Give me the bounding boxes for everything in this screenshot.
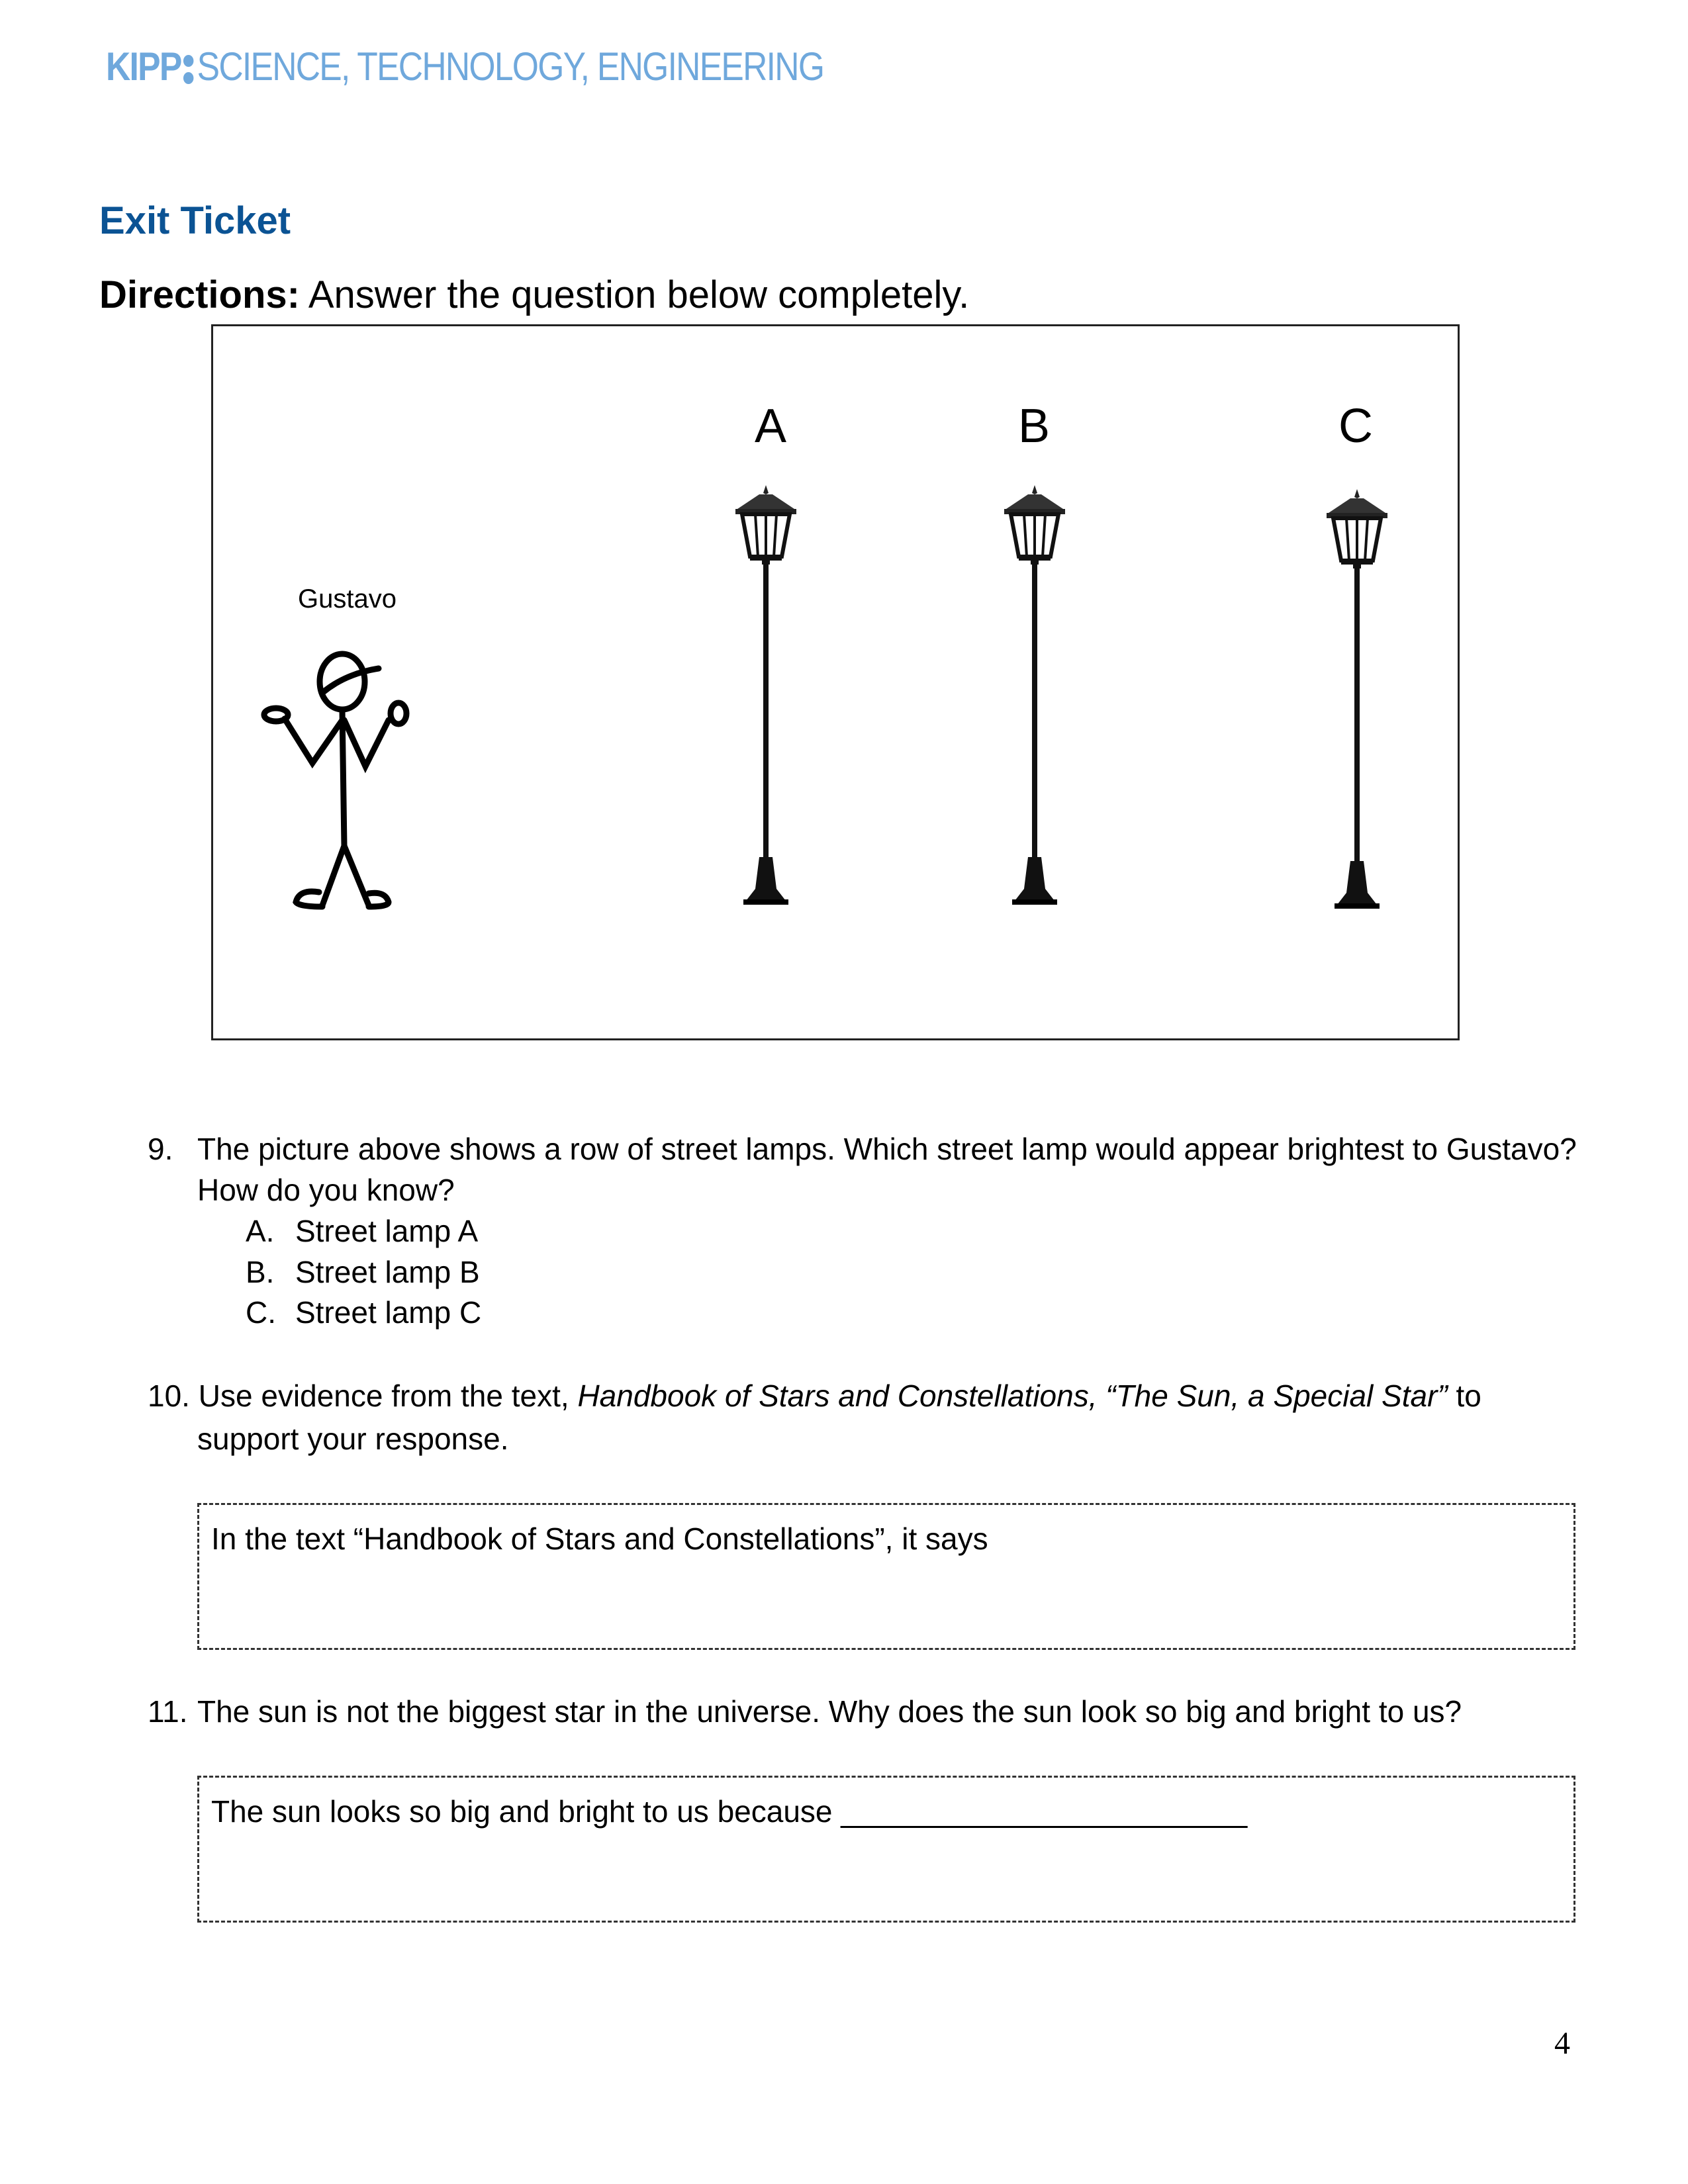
header-subtitle: SCIENCE, TECHNOLOGY, ENGINEERING — [197, 44, 824, 89]
option-b[interactable]: Street lamp B — [295, 1255, 480, 1289]
option-a[interactable]: Street lamp A — [295, 1214, 479, 1248]
stick-figure-icon — [259, 647, 425, 912]
question-10-number: 10. — [148, 1379, 190, 1413]
question-10-text — [148, 1375, 1481, 1416]
question-11-number: 11. — [148, 1694, 188, 1729]
page-number: 4 — [1554, 2026, 1570, 2061]
kipp-header-logo — [106, 44, 823, 89]
street-lamp-c-icon — [1324, 489, 1390, 913]
lamp-label-c: C — [1338, 400, 1373, 453]
question-10-pre: Use evidence from the text, — [189, 1379, 578, 1413]
option-c[interactable]: Street lamp C — [295, 1295, 482, 1330]
question-10-text-line2: support your response. — [197, 1422, 509, 1456]
lamp-label-a: A — [755, 400, 787, 453]
option-a-letter: A. — [246, 1214, 275, 1248]
street-lamp-b-icon — [1002, 485, 1068, 909]
logo-dots-icon — [182, 55, 195, 84]
directions-label: Directions: — [99, 273, 300, 316]
street-lamp-a-icon — [733, 485, 799, 909]
question-10-source-title: Handbook of Stars and Constellations, “The Sun, a Special Star” — [577, 1379, 1448, 1413]
street-lamp-figure — [211, 324, 1460, 1040]
question-11-answer-box[interactable] — [197, 1776, 1575, 1923]
directions — [99, 273, 969, 317]
brand-name: KIPP — [106, 44, 181, 89]
question-11-answer-prompt: The sun looks so big and bright to us because ________________________ — [211, 1794, 1248, 1829]
question-9-text-line2: How do you know? — [197, 1173, 455, 1207]
question-9-text: The picture above shows a row of street lamps. Which street lamp would appear brightest to Gustavo? — [197, 1132, 1577, 1166]
question-10-answer-prompt: In the text “Handbook of Stars and Constellations”, it says — [211, 1522, 988, 1556]
question-10-answer-box[interactable] — [197, 1503, 1575, 1650]
directions-text: Answer the question below completely. — [299, 273, 970, 316]
page-title: Exit Ticket — [99, 199, 291, 242]
option-c-letter: C. — [246, 1295, 276, 1330]
option-b-letter: B. — [246, 1255, 275, 1289]
question-11-text: The sun is not the biggest star in the universe. Why does the sun look so big and bright to us? — [197, 1694, 1462, 1729]
lamp-label-b: B — [1018, 400, 1051, 453]
question-10-post: to — [1447, 1379, 1481, 1413]
person-label: Gustavo — [298, 584, 397, 614]
question-9-number: 9. — [148, 1132, 173, 1166]
